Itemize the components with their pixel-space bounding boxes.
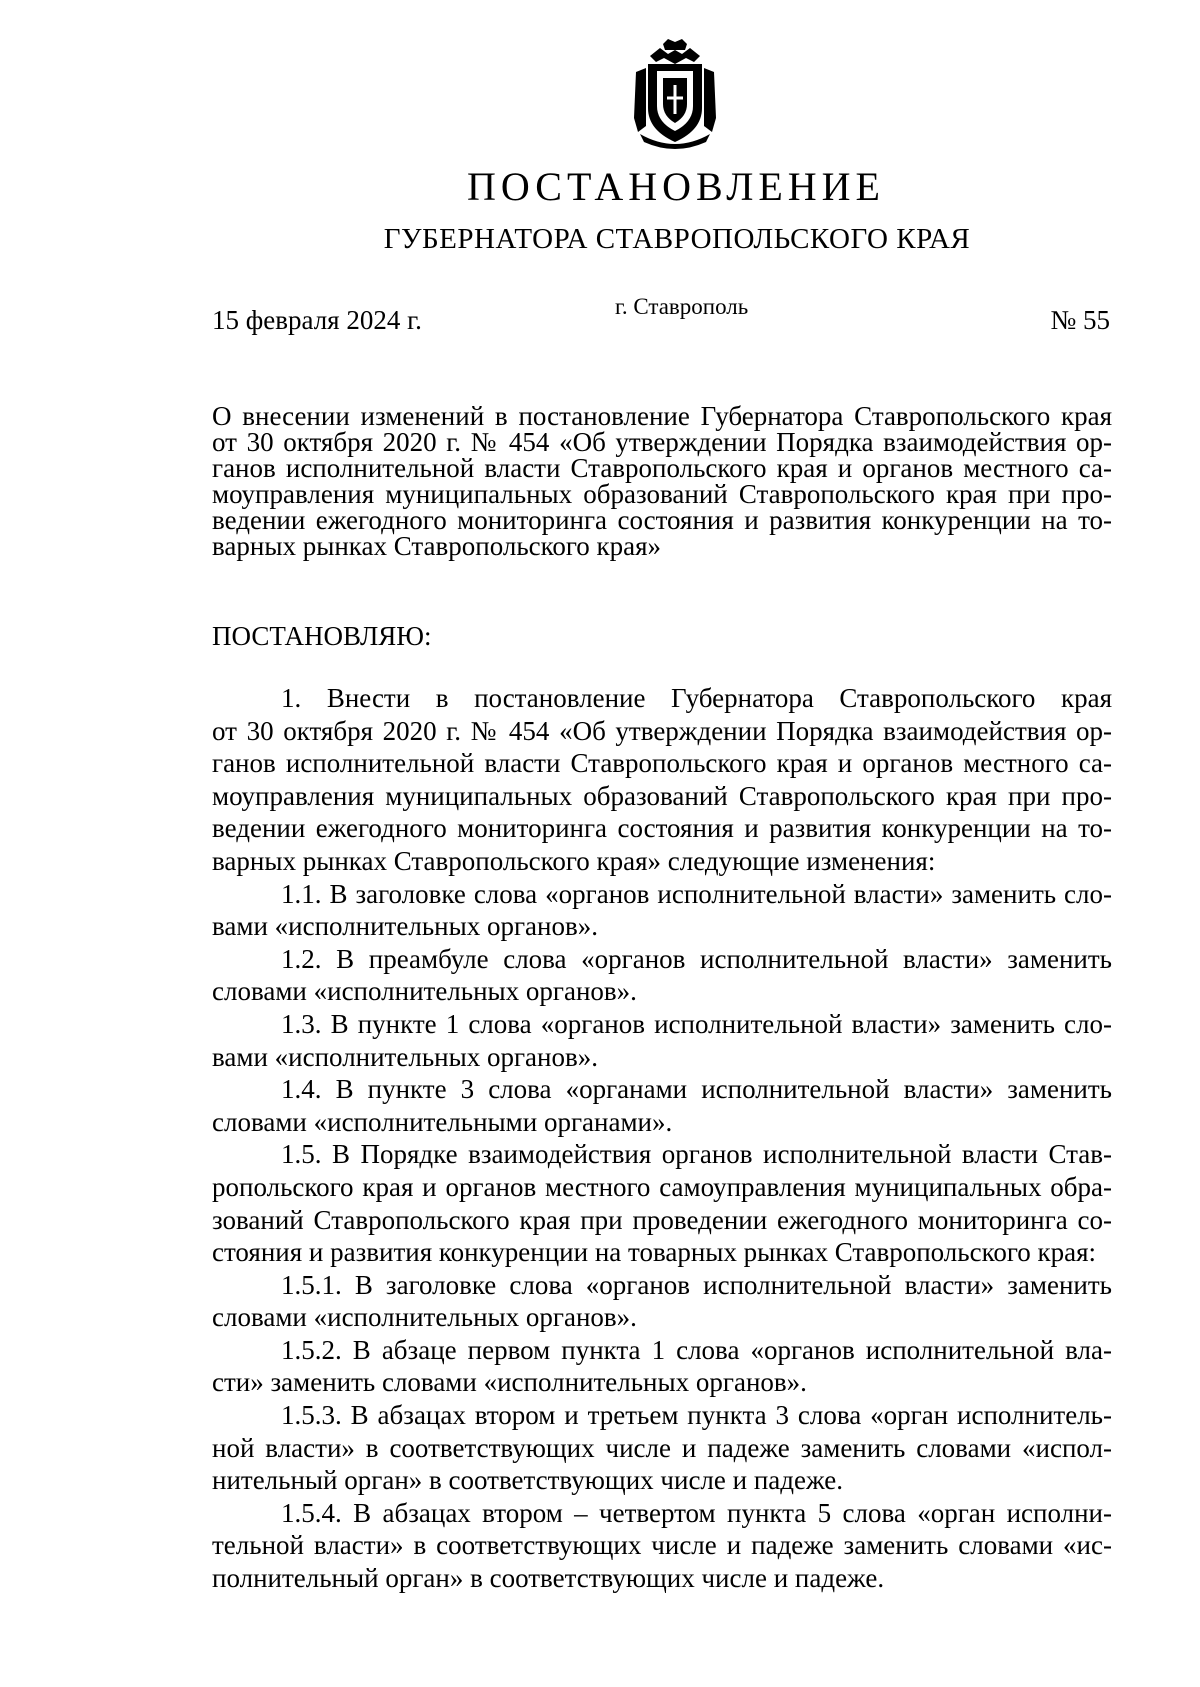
body-line: ведении ежегодного мониторинга состояния и развития конкуренции на то- [212,813,1112,844]
subject-line: моуправления муниципальных образований Ставропольского края при про- [212,479,1112,509]
document-city: г. Ставрополь [615,294,749,319]
document-subject [212,403,1112,559]
body-line: 1.5.2. В абзаце первом пункта 1 слова «органов исполнительной вла- [281,1334,1112,1365]
paragraph-1-5-3 [212,1399,1112,1497]
document-title: ПОСТАНОВЛЕНИЕ [467,164,885,209]
paragraph-1-5 [212,1138,1112,1268]
body-line: словами «исполнительными органами». [212,1106,673,1137]
subject-line: ганов исполнительной власти Ставропольского края и органов местного са- [212,453,1112,483]
paragraph-1-5-4 [212,1497,1112,1595]
paragraph-1-3 [212,1008,1112,1073]
body-line: варных рынках Ставропольского края» следующие изменения: [212,845,936,876]
body-line: вами «исполнительных органов». [212,1041,598,1072]
document-body [212,682,1112,1595]
body-line: 1.5.4. В абзацах втором – четвертом пункта 5 слова «орган исполни- [281,1497,1112,1528]
body-line: 1.3. В пункте 1 слова «органов исполнительной власти» заменить сло- [281,1008,1112,1039]
body-line: нительный орган» в соответствующих числе и падеже. [212,1465,844,1496]
subject-line: О внесении изменений в постановление Губернатора Ставропольского края [212,401,1112,431]
body-line: 1.5.3. В абзацах втором и третьем пункта 3 слова «орган исполнитель- [281,1400,1112,1431]
subject-line: от 30 октября 2020 г. № 454 «Об утверждении Порядка взаимодействия ор- [212,427,1112,457]
body-line: словами «исполнительных органов». [212,1302,637,1333]
paragraph-1-4 [212,1073,1112,1138]
document-number: № 55 [1050,305,1110,335]
paragraph-1 [212,682,1112,878]
body-line: зований Ставропольского края при проведении ежегодного мониторинга со- [212,1204,1112,1235]
body-line: 1. Внести в постановление Губернатора Ставропольского края [281,683,1112,713]
paragraph-1-5-1 [212,1269,1112,1334]
body-line: ганов исполнительной власти Ставропольского края и органов местного са- [212,748,1112,779]
body-line: 1.5.1. В заголовке слова «органов исполнительной власти» заменить [281,1269,1112,1300]
body-line: 1.2. В преамбуле слова «органов исполнительной власти» заменить [281,943,1112,974]
decree-word: ПОСТАНОВЛЯЮ: [212,621,432,651]
body-line: ропольского края и органов местного самоуправления муниципальных обра- [212,1171,1112,1202]
coat-of-arms-emblem [630,38,720,150]
paragraph-1-2 [212,943,1112,1008]
body-line: словами «исполнительных органов». [212,976,637,1007]
body-line: 1.5. В Порядке взаимодействия органов исполнительной власти Став- [281,1139,1112,1170]
issuer-title: ГУБЕРНАТОРА СТАВРОПОЛЬСКОГО КРАЯ [383,223,971,255]
body-line: 1.4. В пункте 3 слова «органами исполнительной власти» заменить [281,1074,1112,1105]
body-line: тельной власти» в соответствующих числе и падеже заменить словами «ис- [212,1530,1112,1561]
body-line: полнительный орган» в соответствующих числе и падеже. [212,1563,885,1594]
body-line: вами «исполнительных органов». [212,911,598,942]
body-line: ной власти» в соответствующих числе и падеже заменить словами «испол- [212,1432,1112,1463]
body-line: стояния и развития конкуренции на товарных рынках Ставропольского края: [212,1237,1096,1268]
body-line: моуправления муниципальных образований Ставропольского края при про- [212,780,1112,811]
body-line: от 30 октября 2020 г. № 454 «Об утверждении Порядка взаимодействия ор- [212,715,1112,746]
paragraph-1-5-2 [212,1334,1112,1399]
body-line: сти» заменить словами «исполнительных органов». [212,1367,807,1398]
body-line: 1.1. В заголовке слова «органов исполнительной власти» заменить сло- [281,878,1112,909]
subject-line: ведении ежегодного мониторинга состояния и развития конкуренции на то- [212,505,1112,535]
paragraph-1-1 [212,878,1112,943]
document-date: 15 февраля 2024 г. [212,305,422,335]
subject-line: варных рынках Ставропольского края» [212,531,662,561]
